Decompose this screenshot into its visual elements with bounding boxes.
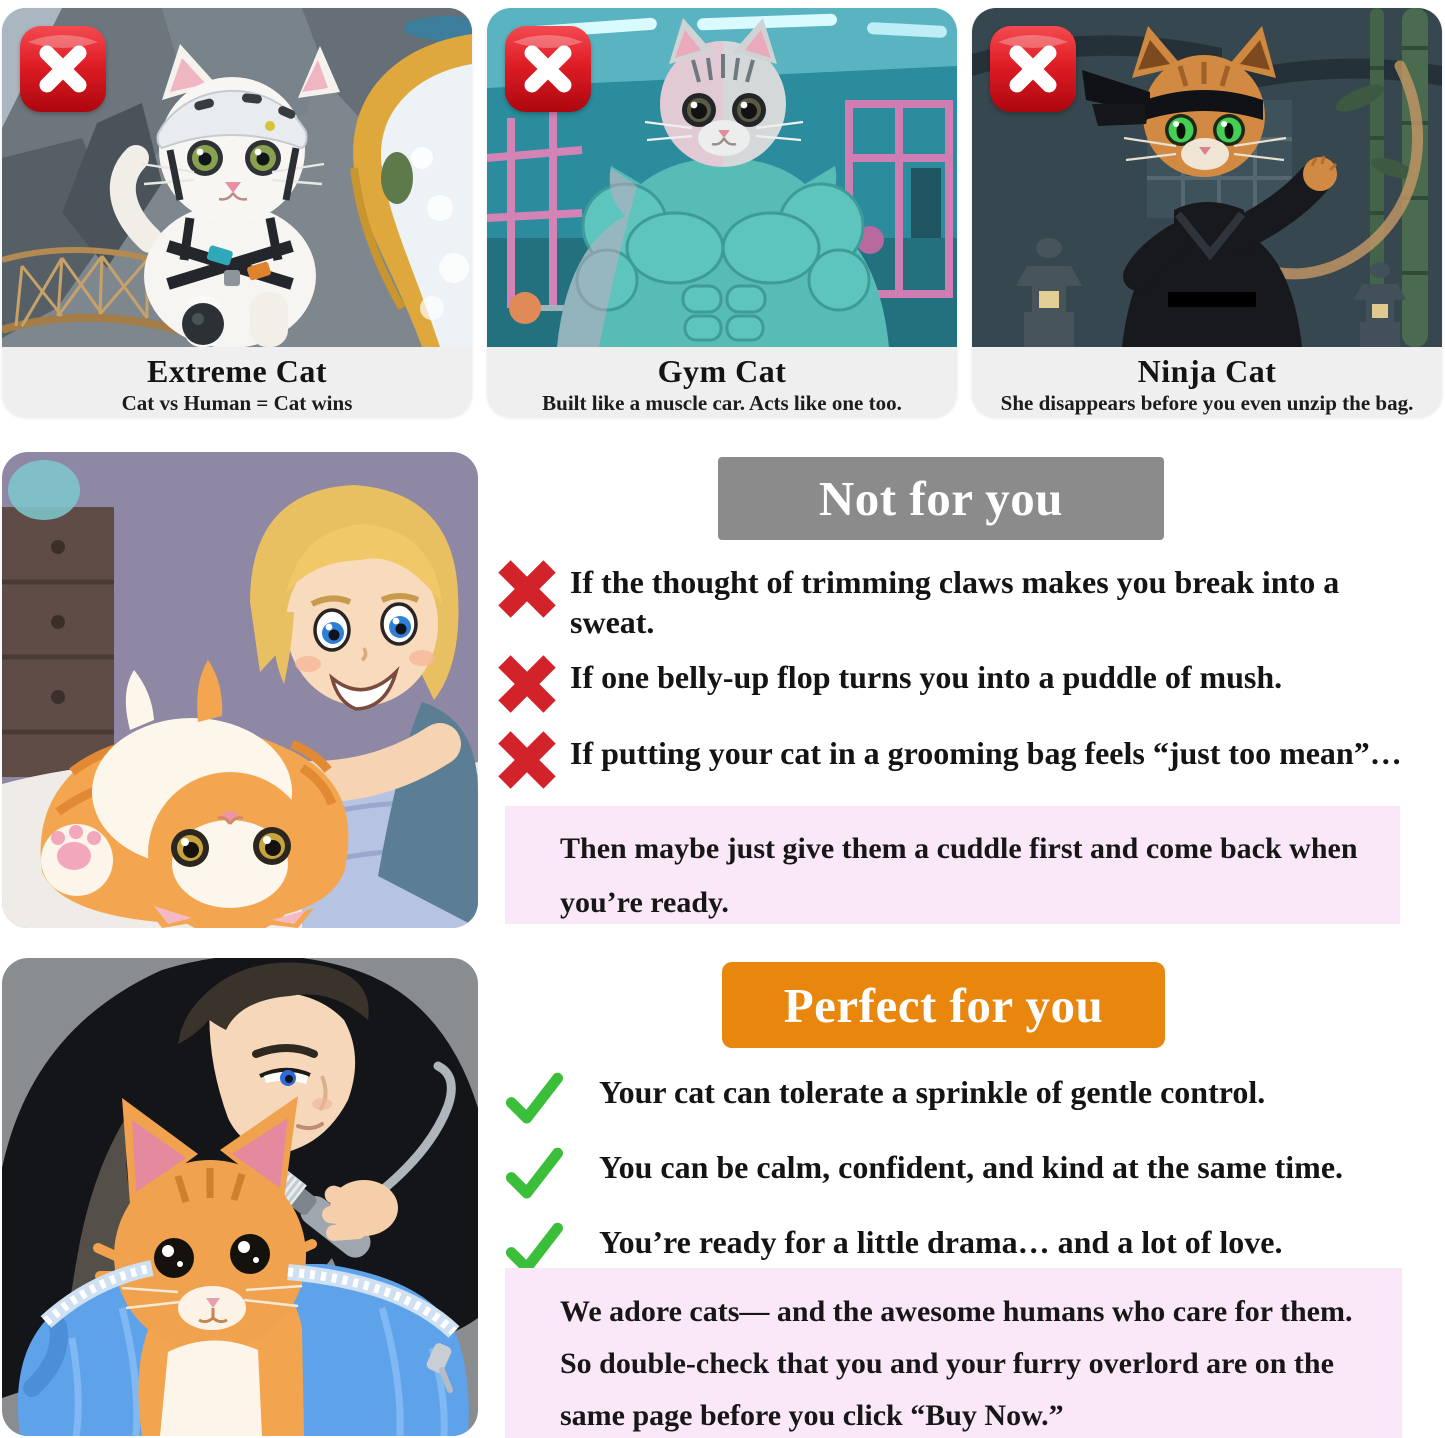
red-x-icon (498, 560, 556, 623)
card-subtitle: Cat vs Human = Cat wins (121, 391, 353, 415)
perfect-for-you-list (505, 1072, 1445, 1283)
card-title: Extreme Cat (147, 353, 327, 389)
red-x-icon (498, 731, 556, 794)
card-extreme-cat (2, 8, 472, 417)
reject-badge-icon (503, 24, 593, 114)
man-grooming-cat-in-bag-illustration (2, 958, 478, 1436)
card-subtitle: She disappears before you even unzip the bag. (1000, 391, 1414, 415)
ninja-cat-image (972, 8, 1442, 347)
not-for-you-banner: Not for you (718, 457, 1164, 540)
list-item-text: If putting your cat in a grooming bag feels “just too mean”… (570, 735, 1402, 771)
reject-badge-icon (988, 24, 1078, 114)
list-item-text: You’re ready for a little drama… and a lot of love. (599, 1224, 1283, 1260)
perfect-for-you-banner: Perfect for you (722, 962, 1165, 1048)
list-item (505, 1072, 1445, 1133)
not-for-you-list (498, 562, 1445, 794)
green-check-icon (505, 1070, 563, 1133)
list-item-text: If one belly-up flop turns you into a puddle of mush. (570, 659, 1283, 695)
list-item-text: Your cat can tolerate a sprinkle of gentle control. (599, 1074, 1266, 1110)
not-for-you-note: Then maybe just give them a cuddle first and come back when you’re ready. (505, 806, 1400, 924)
list-item-text: If the thought of trimming claws makes you break into a sweat. (570, 564, 1340, 640)
card-caption (972, 347, 1442, 414)
perfect-for-you-note: We adore cats— and the awesome humans who care for them. So double-check that you and your furry overlord are on the same page before you click “Buy Now.” (505, 1268, 1402, 1438)
card-caption (2, 347, 472, 414)
list-item (505, 1147, 1445, 1208)
list-item-text: You can be calm, confident, and kind at the same time. (599, 1149, 1344, 1185)
card-title: Ninja Cat (1137, 353, 1277, 389)
card-ninja-cat (972, 8, 1442, 417)
list-item (498, 657, 1445, 718)
card-subtitle: Built like a muscle car. Acts like one too. (542, 391, 902, 415)
red-x-icon (498, 655, 556, 718)
list-item (498, 562, 1445, 642)
extreme-cat-image (2, 8, 472, 347)
reject-badge-icon (18, 24, 108, 114)
card-title: Gym Cat (657, 353, 787, 389)
girl-cuddling-cat-illustration (2, 452, 478, 928)
gym-cat-image (487, 8, 957, 347)
green-check-icon (505, 1145, 563, 1208)
card-gym-cat (487, 8, 957, 417)
card-caption (487, 347, 957, 414)
list-item (498, 733, 1445, 794)
